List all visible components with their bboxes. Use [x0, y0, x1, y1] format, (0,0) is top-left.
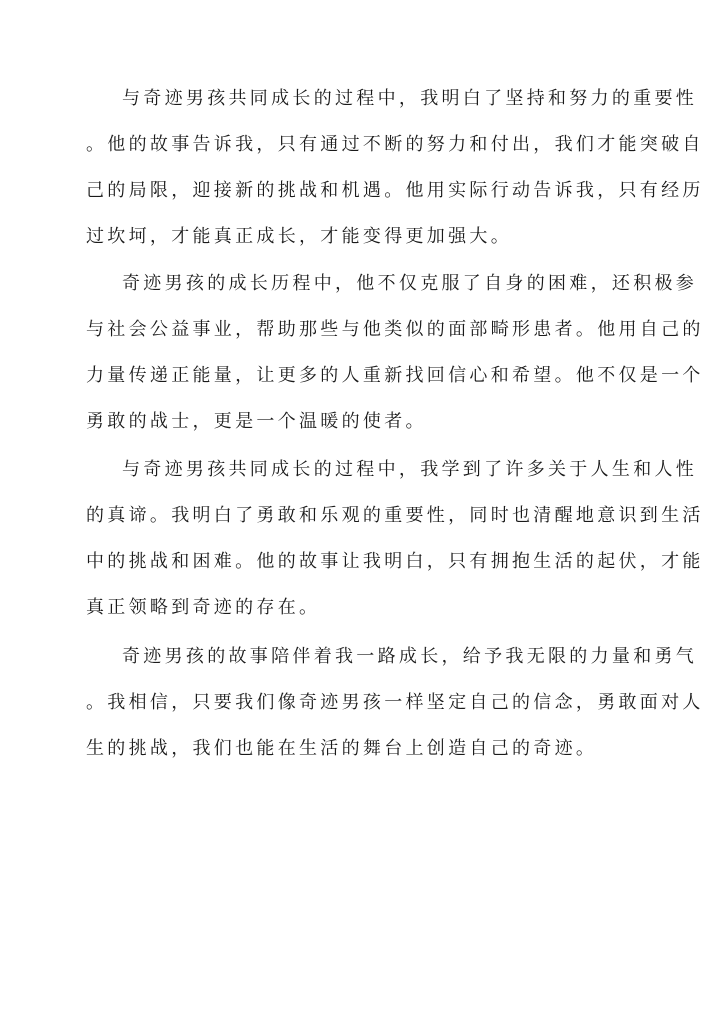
paragraph-line: 。我相信，只要我们像奇迹男孩一样坚定自己的信念，勇敢面对人	[86, 692, 704, 713]
paragraph-line: 真正领略到奇迹的存在。	[86, 597, 321, 618]
paragraph-3	[86, 447, 704, 631]
paragraph-line: 力量传递正能量，让更多的人重新找回信心和希望。他不仅是一个	[86, 365, 704, 386]
paragraph-line: 奇迹男孩的故事陪伴着我一路成长，给予我无限的力量和勇气	[122, 646, 698, 667]
paragraph-1	[86, 76, 704, 260]
paragraph-line: 的真谛。我明白了勇敢和乐观的重要性，同时也清醒地意识到生活	[86, 505, 704, 526]
paragraph-line: 己的局限，迎接新的挑战和机遇。他用实际行动告诉我，只有经历	[86, 180, 704, 201]
paragraph-line: 与奇迹男孩共同成长的过程中，我明白了坚持和努力的重要性	[122, 88, 698, 109]
paragraph-line: 过坎坷，才能真正成长，才能变得更加强大。	[86, 226, 512, 247]
paragraph-2	[86, 261, 704, 445]
paragraph-line: 中的挑战和困难。他的故事让我明白，只有拥抱生活的起伏，才能	[86, 551, 704, 572]
paragraph-4	[86, 634, 704, 772]
paragraph-line: 。他的故事告诉我，只有通过不断的努力和付出，我们才能突破自	[86, 134, 704, 155]
paragraph-line: 生的挑战，我们也能在生活的舞台上创造自己的奇迹。	[86, 738, 598, 759]
paragraph-line: 勇敢的战士，更是一个温暖的使者。	[86, 411, 427, 432]
paragraph-line: 与社会公益事业，帮助那些与他类似的面部畸形患者。他用自己的	[86, 319, 704, 340]
paragraph-line: 奇迹男孩的成长历程中，他不仅克服了自身的困难，还积极参	[122, 273, 698, 294]
paragraph-line: 与奇迹男孩共同成长的过程中，我学到了许多关于人生和人性	[122, 459, 698, 480]
